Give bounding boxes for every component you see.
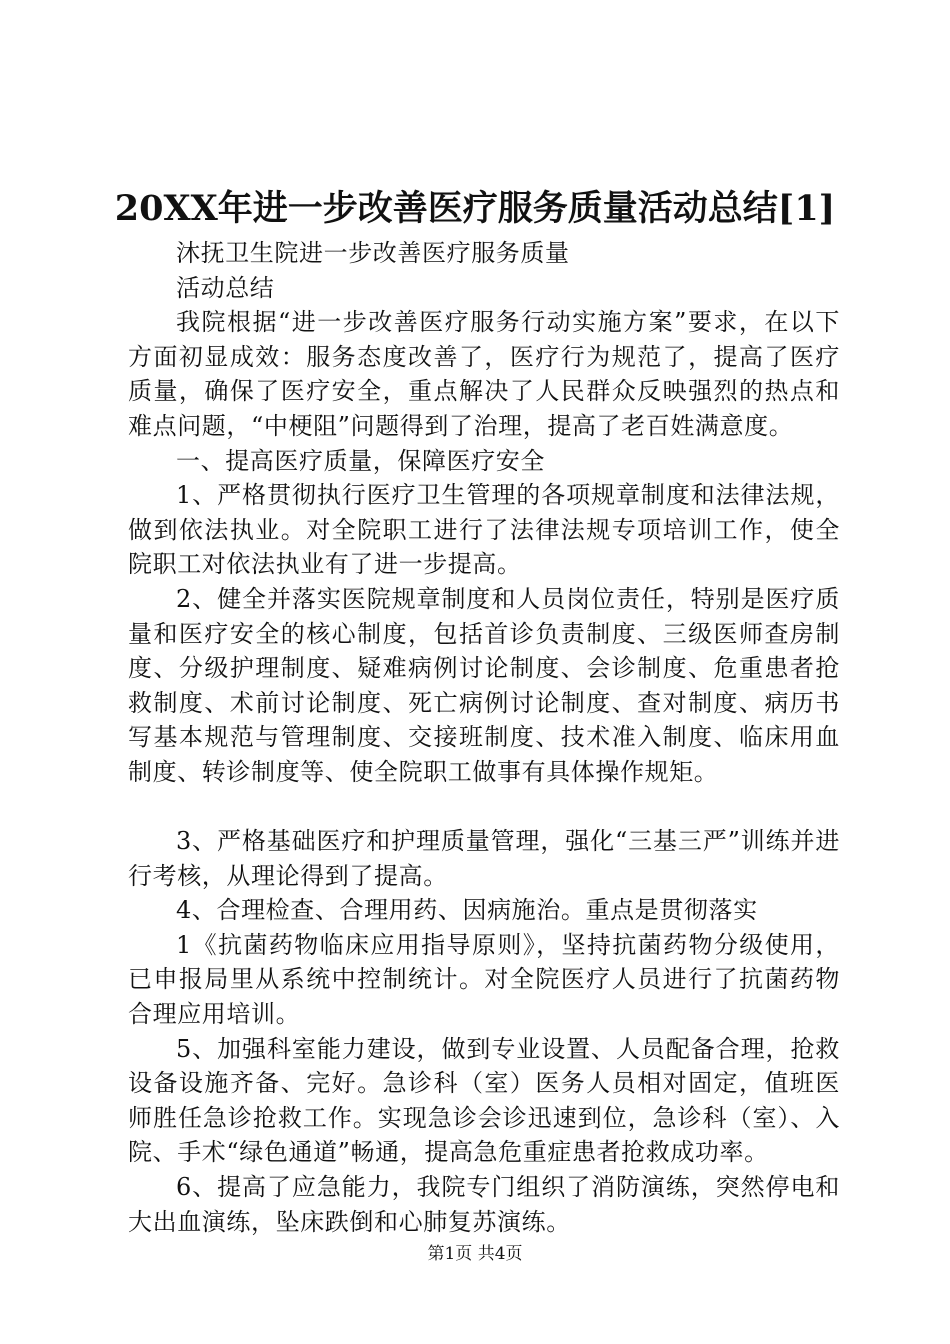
body-paragraph: 5、加强科室能力建设，做到专业设置、人员配备合理，抢救设备设施齐备、完好。急诊科（室）医务人员相对固定，值班医师胜任急诊抢救工作。实现急诊会诊迅速到位，急诊科（室）、入院、手术“绿色通道”畅通，提高急危重症患者抢救成功率。 [128,1034,840,1167]
body-paragraph: 1《抗菌药物临床应用指导原则》，坚持抗菌药物分级使用，已申报局里从系统中控制统计。对全院医疗人员进行了抗菌药物合理应用培训。 [128,930,840,1029]
body-paragraph: 1、严格贯彻执行医疗卫生管理的各项规章制度和法律法规，做到依法执业。对全院职工进行了法律法规专项培训工作，使全院职工对依法执业有了进一步提高。 [128,481,840,579]
body-paragraph: 我院根据“进一步改善医疗服务行动实施方案”要求，在以下方面初显成效：服务态度改善了，医疗行为规范了，提高了医疗质量，确保了医疗安全，重点解决了人民群众反映强烈的热点和难点问题，“中梗阻”问题得到了治理，提高了老百姓满意度。 [128,308,840,440]
page-number-footer: 第1页 共4页 [427,1244,523,1264]
body-paragraph: 活动总结 [176,273,275,302]
document-title: 20XX年进一步改善医疗服务质量活动总结[1] [114,188,836,229]
body-paragraph: 2、健全并落实医院规章制度和人员岗位责任，特别是医疗质量和医疗安全的核心制度，包括首诊负责制度、三级医师查房制度、分级护理制度、疑难病例讨论制度、会诊制度、危重患者抢救制度、术前讨论制度、死亡病例讨论制度、查对制度、病历书写基本规范与管理制度、交接班制度、技术准入制度、临床用血制度、转诊制度等、使全院职工做事有具体操作规矩。 [128,584,840,786]
body-paragraph: 3、严格基础医疗和护理质量管理，强化“三基三严”训练并进行考核，从理论得到了提高。 [128,827,840,890]
document-body [128,236,840,1239]
body-paragraph: 4、合理检查、合理用药、因病施治。重点是贯彻落实 [176,896,758,925]
section-heading: 一、提高医疗质量，保障医疗安全 [176,446,545,475]
body-paragraph: 沐抚卫生院进一步改善医疗服务质量 [176,239,570,267]
body-paragraph: 6、提高了应急能力，我院专门组织了消防演练，突然停电和大出血演练，坠床跌倒和心肺复苏演练。 [128,1173,840,1236]
